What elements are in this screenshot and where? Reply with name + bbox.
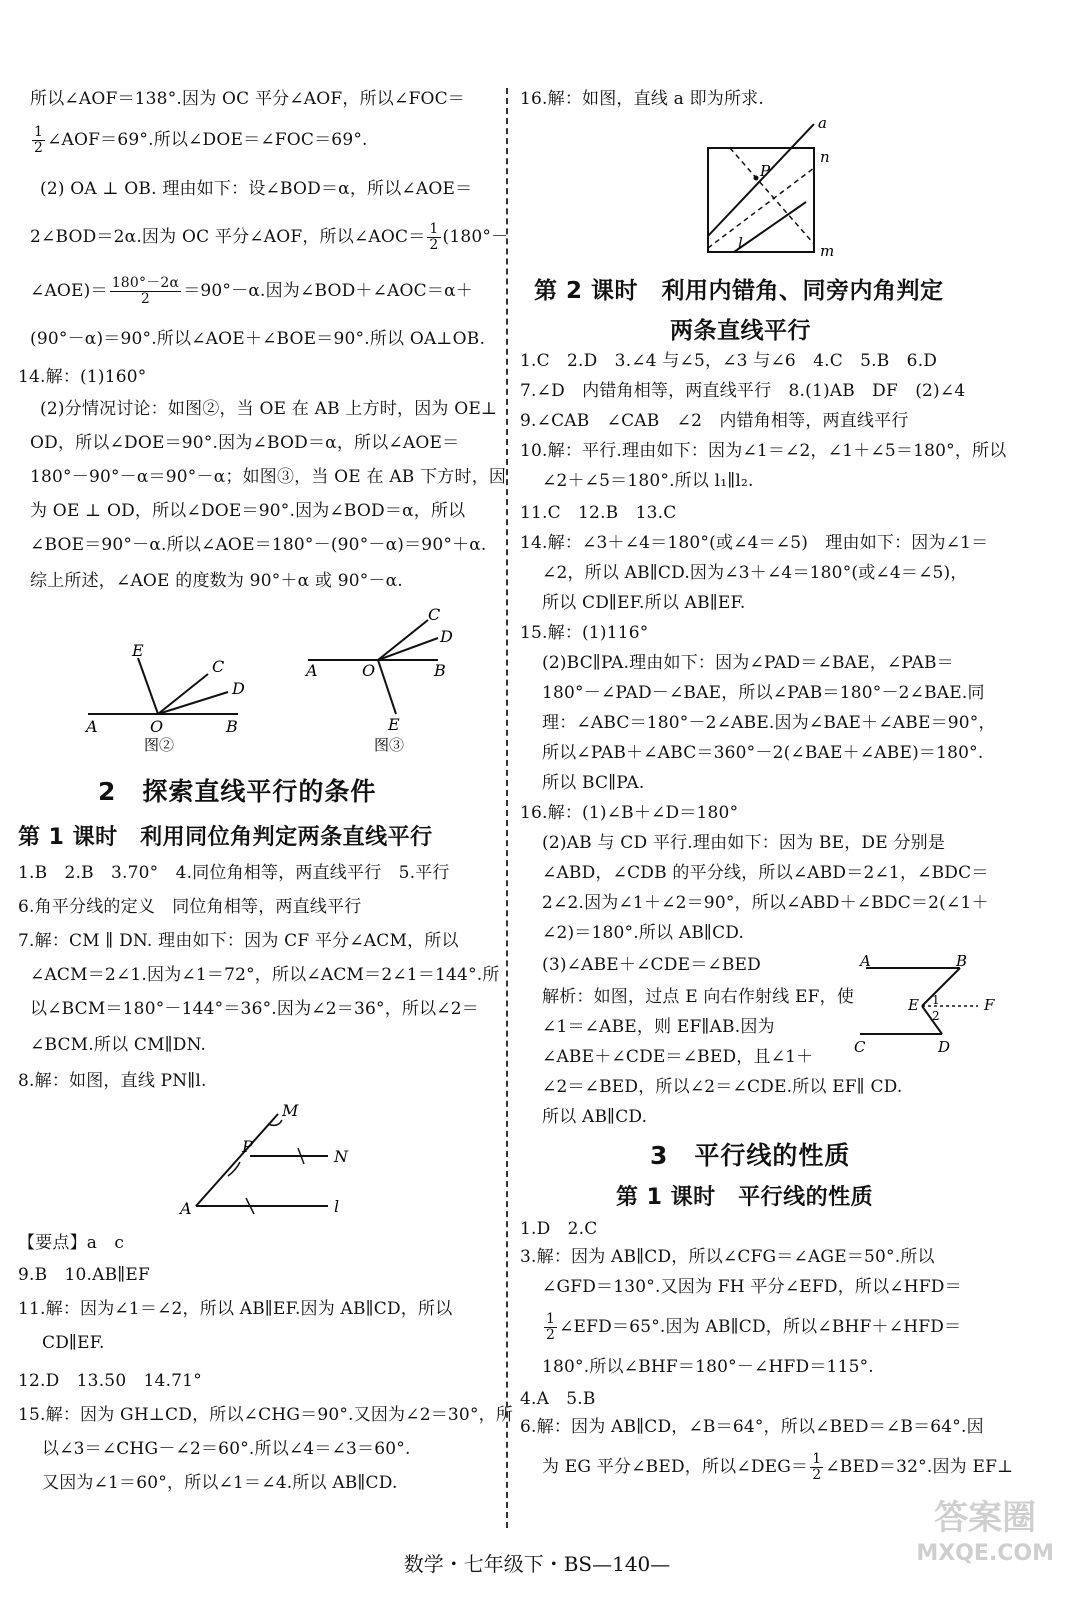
- point-label: B: [956, 952, 968, 970]
- text-line: 综上所述，∠AOE 的度数为 90°＋α 或 90°－α.: [30, 571, 403, 591]
- text-line: $\frac{1}{2}$ ∠EFD＝65°.因为 AB∥CD，所以∠BHF＋∠HFD＝: [546, 1311, 962, 1343]
- text-line: 12.D 13.50 14.71°: [18, 1371, 202, 1391]
- figure-2-3: [78, 600, 478, 760]
- text-line: 10.解：平行.理由如下：因为∠1＝∠2，∠1＋∠5＝180°，所以: [520, 441, 1007, 461]
- text-line: 14.解：(1)160°: [18, 367, 147, 387]
- figure-8: [178, 1100, 378, 1220]
- lesson-title: 第 1 课时 平行线的性质: [616, 1185, 874, 1210]
- point-label: N: [334, 1147, 348, 1166]
- point-label: P: [760, 162, 771, 180]
- text-line: 所以 BC∥PA.: [542, 773, 645, 793]
- figure-2: [84, 641, 245, 754]
- point-label: O: [150, 717, 164, 736]
- lesson-title: 第 1 课时 利用同位角判定两条直线平行: [18, 825, 433, 850]
- text-line: 3.解：因为 AB∥CD，所以∠CFG＝∠AGE＝50°.所以: [520, 1247, 935, 1267]
- fraction: $\frac{1}{2}$: [429, 221, 439, 253]
- text-line: 所以 CD∥EF.所以 AB∥EF.: [542, 593, 746, 613]
- fraction: $\frac{1}{2}$: [546, 1311, 556, 1343]
- text-line: 9.∠CAB ∠CAB ∠2 内错角相等，两直线平行: [520, 411, 909, 431]
- text-line: 4.A 5.B: [520, 1389, 596, 1409]
- text-line: 理：∠ABC＝180°－2∠ABE.因为∠BAE＋∠ABE＝90°，: [542, 713, 996, 733]
- point-label: m: [820, 242, 835, 260]
- text-line: 6.角平分线的定义 同位角相等，两直线平行: [18, 897, 362, 917]
- point-label: E: [388, 715, 400, 734]
- text-line: 以∠3＝∠CHG－∠2＝60°.所以∠4＝∠3＝60°.: [42, 1439, 411, 1459]
- text-line: 11.C 12.B 13.C: [520, 503, 677, 523]
- text-line: 2∠2.因为∠1＋∠2＝90°，所以∠ABD＋∠BDC＝2(∠1＋: [542, 893, 989, 913]
- text-line: 为 EG 平分∠BED，所以∠DEG＝ $\frac{1}{2}$ ∠BED＝32°.因为 EF⊥: [542, 1451, 1014, 1483]
- lesson-title: 第 2 课时 利用内错角、同旁内角判定: [534, 278, 944, 304]
- text-line: ∠GFD＝130°.又因为 FH 平分∠EFD，所以∠HFD＝: [542, 1277, 962, 1297]
- section-title: 3 平行线的性质: [650, 1141, 851, 1170]
- text-line: ∠BOE＝90°－α.所以∠AOE＝180°－(90°－α)＝90°＋α.: [30, 535, 487, 555]
- text-line: (2) OA ⊥ OB. 理由如下：设∠BOD＝α，所以∠AOE＝: [40, 179, 473, 199]
- text-line: (2)BC∥PA.理由如下：因为∠PAD＝∠BAE，∠PAB＝: [542, 653, 954, 673]
- text-line: 所以∠PAB＋∠ABC＝360°－2(∠BAE＋∠ABE)＝180°.: [542, 743, 984, 763]
- column-divider: [506, 88, 508, 1528]
- point-label: C: [428, 605, 441, 624]
- text-line: $\frac{1}{2}$ ∠AOF＝69°.所以∠DOE＝∠FOC＝69°.: [34, 124, 368, 156]
- section-title: 2 探索直线平行的条件: [98, 777, 377, 806]
- figure-z: [850, 948, 1010, 1058]
- figure-caption: 图②: [144, 736, 175, 754]
- figure-3: [304, 605, 453, 754]
- point-label: a: [818, 114, 827, 132]
- text-line: ∠2)＝180°.所以 AB∥CD.: [542, 923, 745, 943]
- point-label: C: [854, 1038, 866, 1056]
- point-label: F: [984, 996, 995, 1014]
- text-line: 180°－∠PAD－∠BAE，所以∠PAB＝180°－2∠BAE.同: [542, 683, 985, 703]
- text-line: 解析：如图，过点 E 向右作射线 EF，使: [542, 987, 855, 1007]
- text-line: ∠2＝∠BED，所以∠2＝∠CDE.所以 EF∥ CD.: [542, 1077, 903, 1097]
- text-line: 为 OE ⊥ OD，所以∠DOE＝90°.因为∠BOD＝α，所以: [30, 501, 466, 521]
- point-label: O: [362, 661, 376, 680]
- angle-label: 1: [932, 993, 940, 1007]
- point-label: B: [226, 717, 238, 736]
- text-line: 1.B 2.B 3.70° 4.同位角相等，两直线平行 5.平行: [18, 863, 450, 883]
- point-label: n: [820, 148, 830, 166]
- text-line: 9.B 10.AB∥EF: [18, 1265, 150, 1285]
- text-line: ∠ABE＋∠CDE＝∠BED，且∠1＋: [542, 1047, 814, 1067]
- text-line: 6.解：因为 AB∥CD，∠B＝64°，所以∠BED＝∠B＝64°.因: [520, 1417, 984, 1437]
- fraction: $\frac{180^\circ-2\alpha}{2}$: [111, 275, 180, 307]
- figure-16: [690, 112, 850, 262]
- text-line: ∠BCM.所以 CM∥DN.: [30, 1035, 207, 1055]
- text-line: (2)分情况讨论：如图②，当 OE 在 AB 上方时，因为 OE⊥: [40, 399, 498, 419]
- figure-caption: 图③: [374, 736, 405, 754]
- point-label: A: [180, 1199, 192, 1218]
- text-line: 2∠BOD＝2α.因为 OC 平分∠AOF，所以∠AOC＝ $\frac{1}{2}$ (180°－: [30, 221, 509, 253]
- text-line: 180°－90°－α＝90°－α；如图③，当 OE 在 AB 下方时，因: [30, 467, 507, 487]
- point-label: E: [132, 641, 144, 660]
- fraction: $\frac{1}{2}$: [812, 1451, 822, 1483]
- point-label: l: [738, 234, 743, 252]
- text-line: (2)AB 与 CD 平行.理由如下：因为 BE，DE 分别是: [542, 833, 946, 853]
- text-line: 所以 AB∥CD.: [542, 1107, 648, 1127]
- text-line: ∠ABD，∠CDB 的平分线，所以∠ABD＝2∠1，∠BDC＝: [542, 863, 989, 883]
- point-label: P: [242, 1137, 253, 1156]
- point-label: E: [908, 996, 919, 1014]
- text-line: 180°.所以∠BHF＝180°－∠HFD＝115°.: [542, 1357, 874, 1377]
- text-line: ∠ACM＝2∠1.因为∠1＝72°，所以∠ACM＝2∠1＝144°.所: [30, 965, 500, 985]
- point-label: D: [232, 679, 245, 698]
- text-line: (3)∠ABE＋∠CDE＝∠BED: [542, 955, 761, 975]
- text-line: 15.解：因为 GH⊥CD，所以∠CHG＝90°.又因为∠2＝30°，所: [18, 1405, 514, 1425]
- text-line: 【要点】a c: [18, 1233, 125, 1253]
- point-label: l: [334, 1197, 340, 1216]
- point-label: A: [306, 661, 318, 680]
- text-line: ∠AOE)＝ $\frac{180^\circ-2\alpha}{2}$ ＝90°－α.因为∠BOD＋∠AOC＝α＋: [30, 275, 473, 307]
- text-line: 又因为∠1＝60°，所以∠1＝∠4.所以 AB∥CD.: [42, 1473, 398, 1493]
- point-label: A: [86, 717, 98, 736]
- text-line: 16.解：(1)∠B＋∠D＝180°: [520, 803, 739, 823]
- point-label: B: [434, 661, 446, 680]
- text-line: 所以∠AOF＝138°.因为 OC 平分∠AOF，所以∠FOC＝: [30, 89, 465, 109]
- text-line: 1.D 2.C: [520, 1219, 598, 1239]
- angle-label: 2: [932, 1009, 940, 1023]
- text-line: 8.解：如图，直线 PN∥l.: [18, 1071, 207, 1091]
- point-label: D: [440, 627, 453, 646]
- fraction: $\frac{1}{2}$: [34, 124, 44, 156]
- text-line: ∠1＝∠ABE，则 EF∥AB.因为: [542, 1017, 775, 1037]
- text-line: ∠2，所以 AB∥CD.因为∠3＋∠4＝180°(或∠4＝∠5)，: [542, 563, 968, 583]
- page-footer: 数学・七年级下・BS—140—: [403, 1552, 671, 1576]
- text-line: 15.解：(1)116°: [520, 623, 649, 643]
- watermark-logo: 答案圈 MXQE.COM: [916, 1498, 1054, 1566]
- text-line: 16.解：如图，直线 a 即为所求.: [520, 89, 764, 109]
- text-line: OD，所以∠DOE＝90°.因为∠BOD＝α，所以∠AOE＝: [30, 433, 460, 453]
- text-line: 7.∠D 内错角相等，两直线平行 8.(1)AB DF (2)∠4: [520, 381, 966, 401]
- text-line: 1.C 2.D 3.∠4 与∠5，∠3 与∠6 4.C 5.B 6.D: [520, 351, 938, 371]
- text-line: 11.解：因为∠1＝∠2，所以 AB∥EF.因为 AB∥CD，所以: [18, 1299, 453, 1319]
- text-line: 7.解：CM ∥ DN. 理由如下：因为 CF 平分∠ACM，所以: [18, 931, 459, 951]
- text-line: 以∠BCM＝180°－144°＝36°.因为∠2＝36°，所以∠2＝: [30, 999, 479, 1019]
- text-line: 14.解：∠3＋∠4＝180°(或∠4＝∠5) 理由如下：因为∠1＝: [520, 533, 989, 553]
- point-label: A: [860, 952, 871, 970]
- lesson-title: 两条直线平行: [670, 318, 811, 344]
- point-label: D: [938, 1038, 951, 1056]
- point-label: C: [212, 657, 225, 676]
- text-line: ∠2＋∠5＝180°.所以 l₁∥l₂.: [542, 471, 754, 491]
- text-line: CD∥EF.: [42, 1333, 105, 1353]
- point-label: M: [282, 1101, 299, 1120]
- text-line: (90°－α)＝90°.所以∠AOE＋∠BOE＝90°.所以 OA⊥OB.: [30, 329, 486, 349]
